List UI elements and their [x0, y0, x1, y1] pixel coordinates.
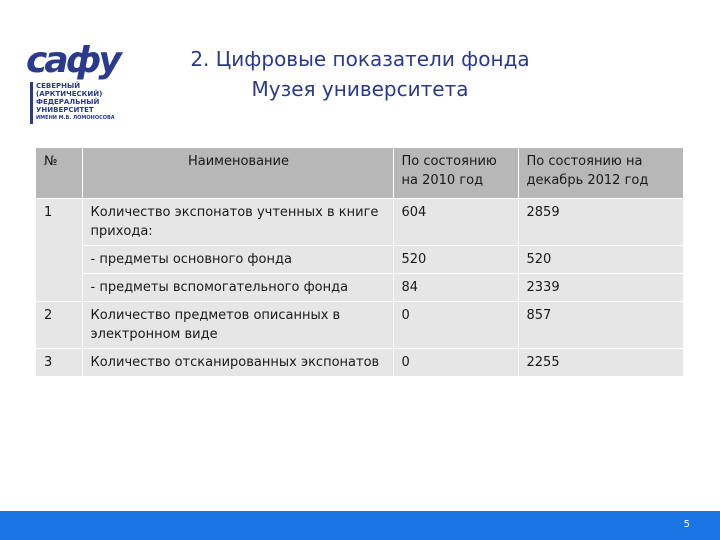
row-name: - предметы вспомогательного фонда [82, 274, 393, 302]
row-value-2010: 604 [393, 199, 518, 246]
row-value-2010: 520 [393, 246, 518, 274]
slide-title [150, 44, 570, 104]
table-row [36, 246, 683, 274]
logo-subtitle [36, 82, 115, 122]
row-name: - предметы основного фонда [82, 246, 393, 274]
page-number: 5 [683, 519, 690, 530]
university-logo [26, 40, 119, 132]
row-value-2012: 857 [518, 302, 683, 349]
table-header-row [36, 148, 683, 199]
header-2010: По состоянию на 2010 год [393, 148, 518, 199]
row-value-2012: 2255 [518, 349, 683, 377]
table-row [36, 274, 683, 302]
logo-wordmark: сафу [26, 40, 119, 81]
row-value-2010: 84 [393, 274, 518, 302]
logo-accent-bar [30, 82, 33, 124]
row-number: 2 [36, 302, 82, 349]
logo-line: УНИВЕРСИТЕТ [36, 106, 94, 114]
row-value-2012: 520 [518, 246, 683, 274]
row-number: 3 [36, 349, 82, 377]
fund-indicators-table [36, 148, 684, 377]
logo-line: СЕВЕРНЫЙ [36, 82, 81, 90]
table-row [36, 349, 683, 377]
row-number: 1 [36, 199, 82, 302]
row-name: Количество предметов описанных в электронном виде [82, 302, 393, 349]
header-number: № [36, 148, 82, 199]
title-line-1: 2. Цифровые показатели фонда [190, 47, 530, 71]
row-value-2012: 2859 [518, 199, 683, 246]
row-value-2010: 0 [393, 302, 518, 349]
row-value-2012: 2339 [518, 274, 683, 302]
row-name: Количество отсканированных экспонатов [82, 349, 393, 377]
table-row [36, 302, 683, 349]
row-value-2010: 0 [393, 349, 518, 377]
logo-line: (АРКТИЧЕСКИЙ) [36, 90, 103, 98]
footer-bar [0, 511, 720, 540]
table-row [36, 199, 683, 246]
title-line-2: Музея университета [251, 77, 469, 101]
row-name: Количество экспонатов учтенных в книге прихода: [82, 199, 393, 246]
logo-line: ИМЕНИ М.В. ЛОМОНОСОВА [36, 115, 115, 121]
logo-line: ФЕДЕРАЛЬНЫЙ [36, 98, 100, 106]
header-name: Наименование [82, 148, 393, 199]
header-2012: По состоянию на декабрь 2012 год [518, 148, 683, 199]
